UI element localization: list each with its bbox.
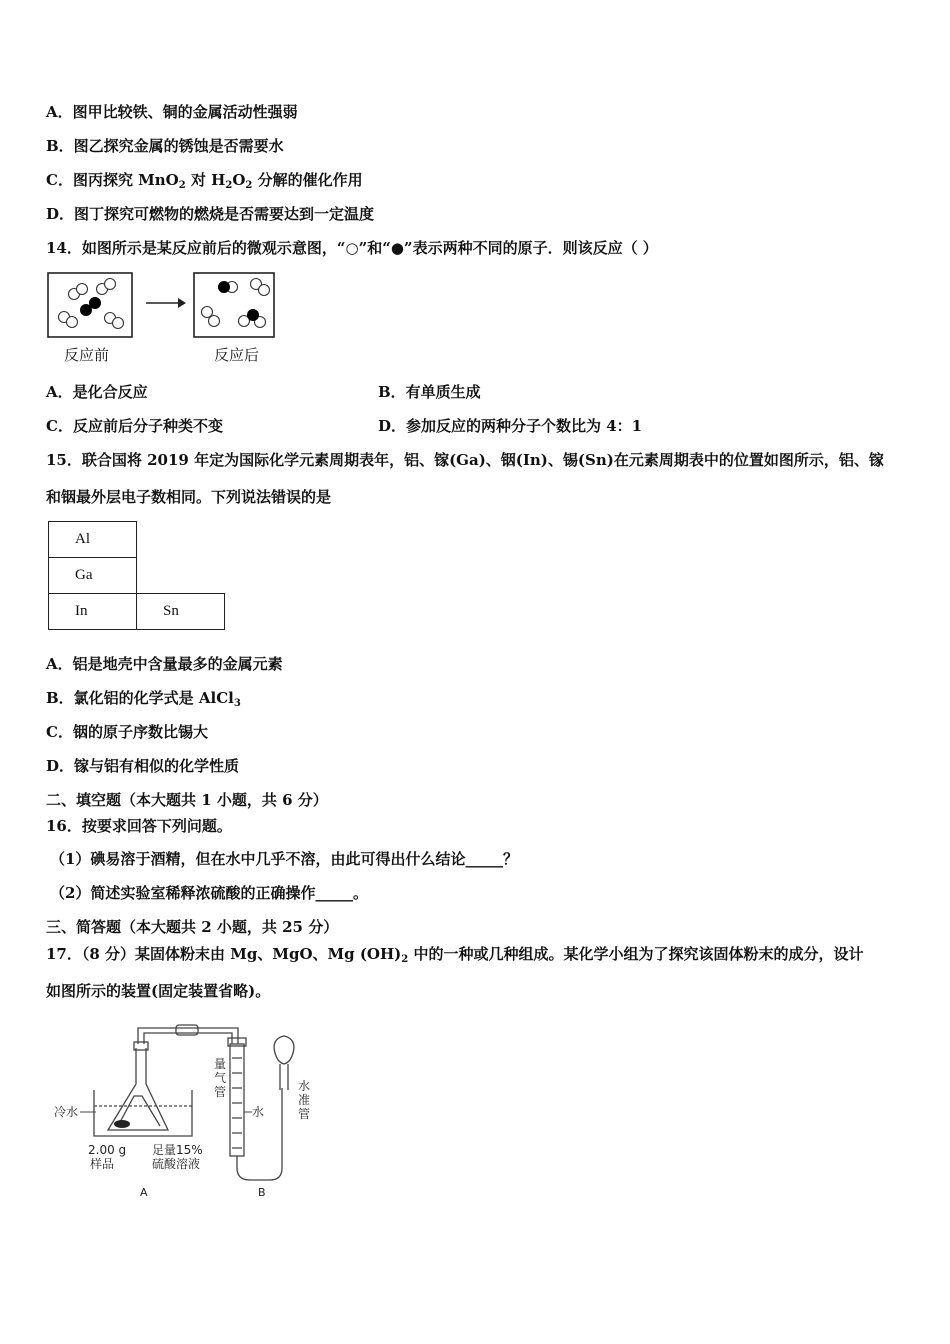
label-water: 水 <box>252 1105 265 1119</box>
label-acid-amount: 足量15% <box>152 1143 203 1157</box>
q13-option-b: B．图乙探究金属的锈蚀是否需要水 <box>46 137 284 155</box>
apparatus-diagram <box>52 1018 322 1208</box>
label-after: 反应后 <box>214 346 260 364</box>
svg-text:水: 水 <box>298 1079 311 1093</box>
q14-option-a: A．是化合反应 <box>46 383 148 401</box>
q13-option-a: A．图甲比较铁、铜的金属活动性强弱 <box>46 103 298 121</box>
black-atom <box>89 297 101 309</box>
q14-stem: 14．如图所示是某反应前后的微观示意图，“○”和“●”表示两种不同的原子．则该反应（ ） <box>46 239 658 257</box>
q15-option-d: D．镓与铝有相似的化学性质 <box>46 757 240 775</box>
q14-option-c: C．反应前后分子种类不变 <box>46 417 223 435</box>
label-cold-water: 冷水 <box>54 1105 79 1119</box>
q14-option-d: D．参加反应的两种分子个数比为 4：1 <box>378 417 643 435</box>
q15-stem-1: 15．联合国将 2019 年定为国际化学元素周期表年，铝、镓(Ga)、铟(In)、锡(Sn)在元素周期表中的位置如图所示，铝、镓 <box>46 451 884 469</box>
q15-option-a: A．铝是地壳中含量最多的金属元素 <box>46 655 283 673</box>
q16-stem: 16．按要求回答下列问题。 <box>46 817 232 835</box>
svg-text:气: 气 <box>214 1071 227 1085</box>
q16-part-2: （2）简述实验室稀释浓硫酸的正确操作_____。 <box>50 884 368 902</box>
svg-text:管: 管 <box>298 1107 311 1121</box>
section-3-heading: 三、简答题（本大题共 2 小题，共 25 分） <box>46 918 339 936</box>
cell-ga: Ga <box>49 558 137 594</box>
cell-sn: Sn <box>137 594 225 630</box>
label-before: 反应前 <box>64 346 110 364</box>
q14-option-b: B．有单质生成 <box>378 383 481 401</box>
label-b: B <box>258 1186 266 1199</box>
q15-option-b: B．氯化铝的化学式是 AlCl$_3$ <box>46 689 241 709</box>
sample-solid <box>114 1120 130 1128</box>
section-2-heading: 二、填空题（本大题共 1 小题，共 6 分） <box>46 791 328 809</box>
q13-option-c: C．图丙探究 MnO$_2$ 对 $H_2O_2$ 分解的催化作用 <box>46 171 363 191</box>
q15-option-c: C．铟的原子序数比锡大 <box>46 723 208 741</box>
q17-stem-1: 17．（8 分）某固体粉末由 Mg、MgO、Mg $(OH)_2$ 中的一种或几种组成。某化学小组为了探究该固体粉末的成分，设计 <box>46 945 864 965</box>
q13-option-d: D．图丁探究可燃物的燃烧是否需要达到一定温度 <box>46 205 375 223</box>
label-sample-mass: 2.00 g <box>88 1143 127 1157</box>
svg-text:准: 准 <box>298 1093 311 1107</box>
svg-text:量: 量 <box>214 1057 227 1071</box>
svg-text:管: 管 <box>214 1085 227 1099</box>
label-a: A <box>140 1186 148 1199</box>
label-sample: 样品 <box>90 1157 115 1171</box>
cell-al: Al <box>49 522 137 558</box>
cell-in: In <box>49 594 137 630</box>
periodic-table-fragment <box>48 521 225 630</box>
q17-stem-2: 如图所示的装置(固定装置省略)。 <box>46 982 271 1000</box>
arrow-right-icon <box>178 298 186 308</box>
label-acid: 硫酸溶液 <box>152 1157 201 1171</box>
q16-part-1: （1）碘易溶于酒精，但在水中几乎不溶，由此可得出什么结论_____？ <box>50 850 518 868</box>
q15-stem-2: 和铟最外层电子数相同。下列说法错误的是 <box>46 488 332 506</box>
